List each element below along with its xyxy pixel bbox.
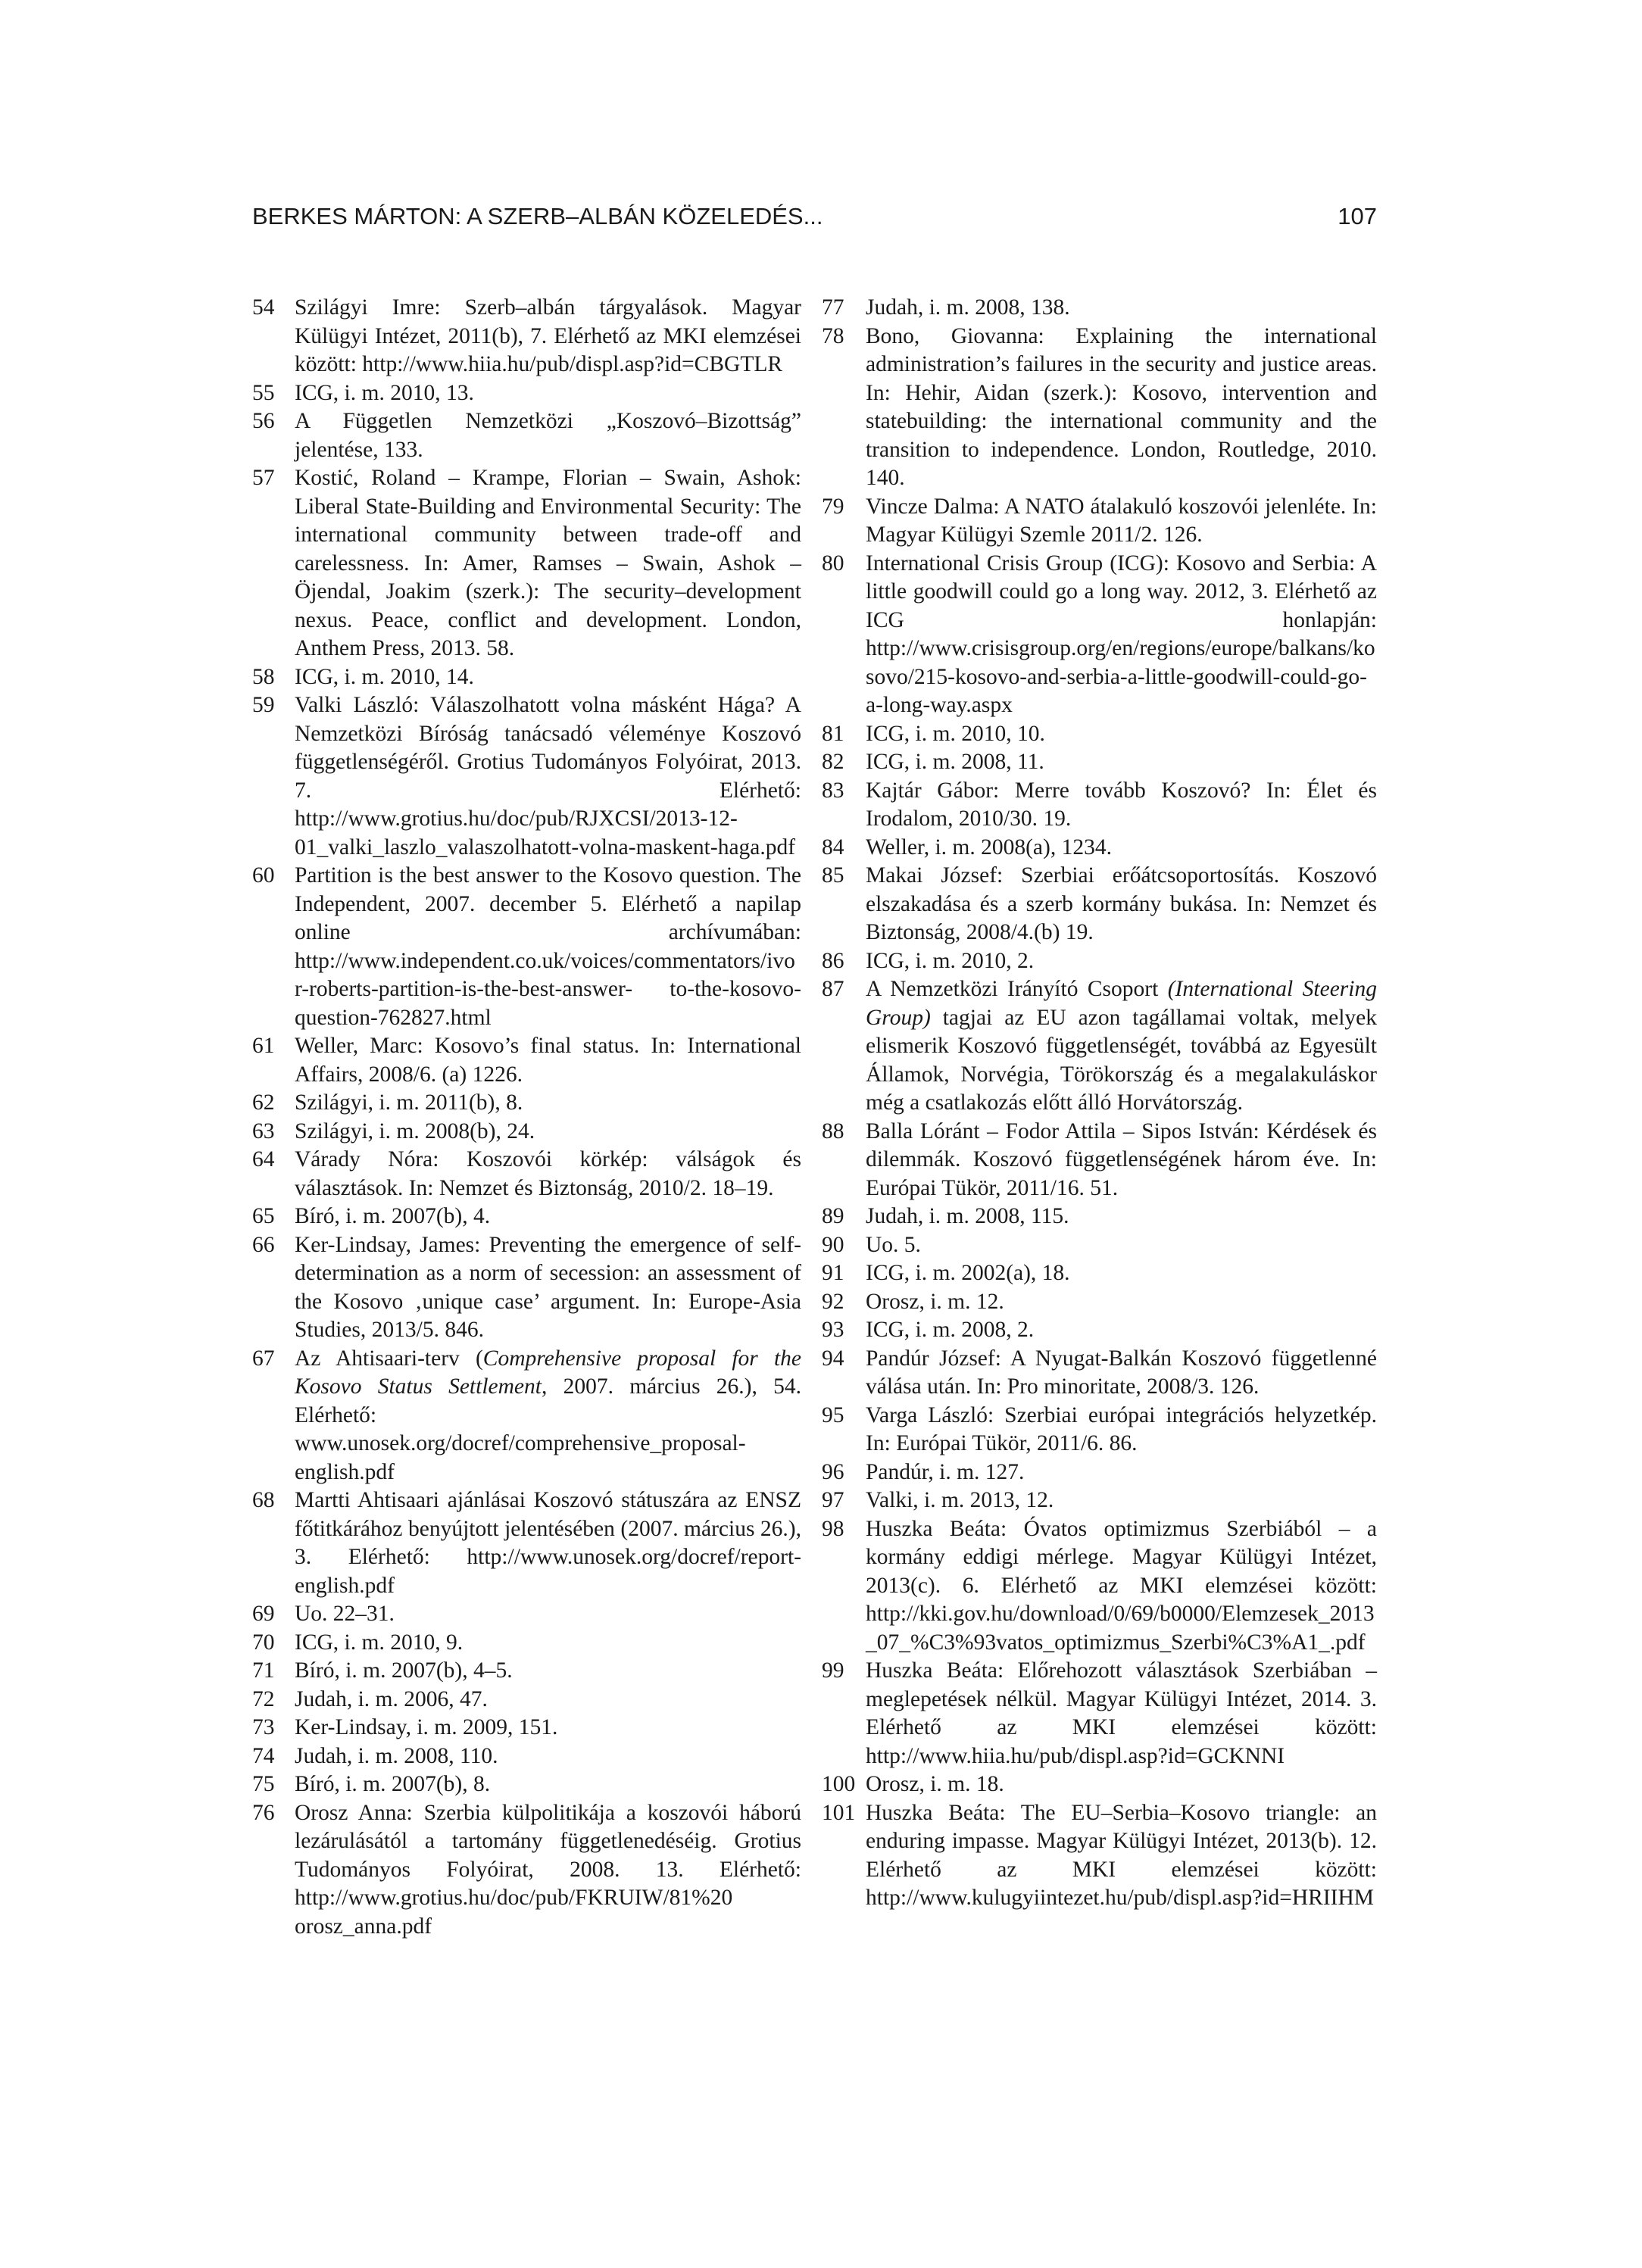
footnote-text: Huszka Beáta: The EU–Serbia–Kosovo triangle: an enduring impasse. Magyar Külügyi Intézet, 2013(b). 12. Elérhető az MKI elemzései között: http://www.kulugyiintezet.hu/pub/displ.asp?id=HRIIHM bbox=[866, 1800, 1377, 1910]
footnote-text: Kostić, Roland – Krampe, Florian – Swain, Ashok: Liberal State-Building and Environmental Security: The international community between trade-off and carelessness. In: Amer, Ramses – Swain, Ashok – Öjendal, Joakim (szerk.): The security–development nexus. Peace, conflict and development. London, Anthem Press, 2013. 58. bbox=[295, 466, 801, 660]
footnote-text: Orosz, i. m. 18. bbox=[866, 1772, 1004, 1796]
footnote-number: 87 bbox=[822, 977, 844, 1001]
footnote-number: 89 bbox=[822, 1204, 844, 1228]
footnote-text: Huszka Beáta: Előrehozott választások Szerbiában – meglepetések nélkül. Magyar Külügyi Intézet, 2014. 3. Elérhető az MKI elemzései között: http://www.hiia.hu/pub/displ.asp?id=GCKNNI bbox=[866, 1658, 1377, 1768]
footnote-text-part: Az Ahtisaari-terv ( bbox=[295, 1346, 483, 1371]
footnote-number: 60 bbox=[252, 863, 275, 888]
footnote bbox=[252, 1032, 801, 1089]
footnote bbox=[252, 1629, 801, 1658]
footnote-text: Valki László: Válaszolhatott volna másként Hága? A Nemzetközi Bíróság tanácsadó véleménye Koszovó függetlenségéről. Grotius Tudományos Folyóirat, 2013. 7. Elérhető: http://www.grotius.hu/doc/pub/RJXCSI/2013-12-01_valki_laszlo_valaszolhatott-volna-maskent-haga.pdf bbox=[295, 693, 801, 859]
footnote bbox=[822, 834, 1377, 863]
footnote-number: 62 bbox=[252, 1090, 275, 1115]
footnote bbox=[252, 1089, 801, 1118]
footnote bbox=[252, 1487, 801, 1600]
running-header bbox=[252, 203, 1377, 236]
running-title: BERKES MÁRTON: A SZERB–ALBÁN KÖZELEDÉS... bbox=[252, 203, 823, 229]
footnote-text: Ker-Lindsay, James: Preventing the emergence of self-determination as a norm of secession: an assessment of the Kosovo ‚unique case’ argument. In: Europe-Asia Studies, 2013/5. 846. bbox=[295, 1232, 801, 1342]
footnote bbox=[252, 379, 801, 408]
footnote bbox=[822, 1231, 1377, 1260]
footnote-text: ICG, i. m. 2010, 2. bbox=[866, 948, 1035, 973]
footnotes-left-column bbox=[252, 294, 801, 1941]
footnote bbox=[252, 1770, 801, 1799]
footnote-text: Martti Ahtisaari ajánlásai Koszovó státuszára az ENSZ főtitkárához benyújtott jelentésében (2007. március 26.), 3. Elérhető: http://www.unosek.org/docref/report-english.pdf bbox=[295, 1488, 801, 1598]
footnote-text: Bono, Giovanna: Explaining the international administration’s failures in the security and justice areas. In: Hehir, Aidan (szerk.): Kosovo, intervention and statebuilding: the international community and the transition to independence. London, Routledge, 2010. 140. bbox=[866, 323, 1377, 490]
footnote-text: Partition is the best answer to the Kosovo question. The Independent, 2007. december 5. Elérhető a napilap online archívumában: http://www.independent.co.uk/voices/commentators/ivor-roberts-partition-is-the-best-answer- to-the-kosovo- question-762827.html bbox=[295, 863, 801, 1030]
footnote-number: 93 bbox=[822, 1318, 844, 1342]
footnote-italic-title: Comprehensive proposal for the Kosovo Status Settlement bbox=[295, 1346, 801, 1399]
footnote bbox=[822, 1515, 1377, 1658]
footnote-text: ICG, i. m. 2002(a), 18. bbox=[866, 1261, 1070, 1285]
footnote-number: 54 bbox=[252, 295, 275, 320]
footnote-number: 78 bbox=[822, 323, 844, 348]
footnote-text: Szilágyi, i. m. 2011(b), 8. bbox=[295, 1090, 523, 1115]
footnote-number: 83 bbox=[822, 778, 844, 803]
footnote-text: Kajtár Gábor: Merre tovább Koszovó? In: Élet és Irodalom, 2010/30. 19. bbox=[866, 778, 1377, 831]
footnote-text: Ker-Lindsay, i. m. 2009, 151. bbox=[295, 1715, 558, 1739]
footnote-text: Weller, Marc: Kosovo’s final status. In: International Affairs, 2008/6. (a) 1226. bbox=[295, 1034, 801, 1087]
footnote-number: 64 bbox=[252, 1147, 275, 1171]
footnote bbox=[252, 663, 801, 692]
footnote-text: ICG, i. m. 2010, 10. bbox=[866, 721, 1045, 746]
footnote bbox=[252, 1118, 801, 1146]
footnote bbox=[252, 1231, 801, 1345]
footnote-number: 67 bbox=[252, 1346, 275, 1371]
footnote bbox=[822, 1203, 1377, 1231]
footnote-number: 65 bbox=[252, 1204, 275, 1228]
footnote-text-part: A Nemzetközi Irányító Csoport bbox=[866, 977, 1168, 1001]
footnote bbox=[822, 1402, 1377, 1458]
footnote-number: 55 bbox=[252, 380, 275, 405]
footnote bbox=[822, 862, 1377, 947]
footnote-text: Varga László: Szerbiai európai integrációs helyzetkép. In: Európai Tükör, 2011/6. 86. bbox=[866, 1402, 1377, 1455]
footnote-text: Szilágyi Imre: Szerb–albán tárgyalások. Magyar Külügyi Intézet, 2011(b), 7. Elérhető az MKI elemzései között: http://www.hiia.hu/pub/displ.asp?id=CBGTLR bbox=[295, 295, 801, 376]
footnote-text: ICG, i. m. 2010, 9. bbox=[295, 1630, 464, 1655]
footnote-text: Vincze Dalma: A NATO átalakuló koszovói jelenléte. In: Magyar Külügyi Szemle 2011/2. 126. bbox=[866, 494, 1377, 547]
footnote-text-part: , 2007. március 26.), 54. Elérhető: www.unosek.org/docref/comprehensive_proposal-english.pdf bbox=[295, 1374, 801, 1484]
footnote-text: Pandúr József: A Nyugat-Balkán Koszovó függetlenné válása után. In: Pro minoritate, 2008/3. 126. bbox=[866, 1346, 1377, 1399]
footnote-text: Uo. 5. bbox=[866, 1232, 921, 1257]
footnote-text: International Crisis Group (ICG): Kosovo and Serbia: A little goodwill could go a long way. 2012, 3. Elérhető az ICG honlapján: http://www.crisisgroup.org/en/regions/europe/balkans/kosovo/215-kosovo-and-serbia-a-little-goodwill-could-go-a-long-way.aspx bbox=[866, 551, 1377, 717]
footnote-number: 81 bbox=[822, 721, 844, 746]
footnote-text bbox=[866, 975, 1377, 1118]
footnote-number: 91 bbox=[822, 1261, 844, 1285]
footnote-number: 63 bbox=[252, 1118, 275, 1143]
footnote-number: 90 bbox=[822, 1232, 844, 1257]
footnote bbox=[252, 407, 801, 464]
footnote bbox=[252, 1600, 801, 1629]
footnote-number: 95 bbox=[822, 1402, 844, 1427]
footnote-text: Makai József: Szerbiai erőátcsoportosítás. Koszovó elszakadása és a szerb kormány bukása. In: Nemzet és Biztonság, 2008/4.(b) 19. bbox=[866, 863, 1377, 944]
footnote-text: Várady Nóra: Koszovói körkép: válságok és választások. In: Nemzet és Biztonság, 2010/2. 18–19. bbox=[295, 1147, 801, 1200]
footnote-text: ICG, i. m. 2010, 14. bbox=[295, 664, 474, 689]
footnote-number: 56 bbox=[252, 409, 275, 433]
footnote-number: 68 bbox=[252, 1488, 275, 1512]
footnote-italic-title: (International Steering Group) bbox=[866, 977, 1377, 1030]
footnote bbox=[822, 720, 1377, 749]
footnote-text: ICG, i. m. 2008, 11. bbox=[866, 750, 1044, 774]
footnote-number: 94 bbox=[822, 1346, 844, 1371]
footnote bbox=[822, 1316, 1377, 1345]
footnote bbox=[822, 323, 1377, 493]
footnote bbox=[822, 1118, 1377, 1203]
footnote-number: 96 bbox=[822, 1459, 844, 1484]
footnote-number: 72 bbox=[252, 1686, 275, 1711]
footnote bbox=[822, 1799, 1377, 1913]
footnote-text: ICG, i. m. 2010, 13. bbox=[295, 380, 474, 405]
footnote-text: Judah, i. m. 2008, 110. bbox=[295, 1743, 498, 1768]
footnote bbox=[822, 1345, 1377, 1402]
footnote-number: 69 bbox=[252, 1602, 275, 1626]
footnotes-right-column bbox=[822, 294, 1377, 1913]
footnote-text-part: tagjai az EU azon tagállamai voltak, melyek elismerik Koszovó függetlenségét, továbbá az Egyesült Államok, Norvégia, Törökország és a megalakuláskor még a csatlakozás előtt álló Horvátország. bbox=[866, 1005, 1377, 1115]
footnote bbox=[822, 550, 1377, 720]
footnote bbox=[252, 1657, 801, 1686]
footnote-number: 85 bbox=[822, 863, 844, 888]
footnote-number: 80 bbox=[822, 551, 844, 576]
footnote-text: Weller, i. m. 2008(a), 1234. bbox=[866, 835, 1112, 859]
footnote bbox=[822, 1487, 1377, 1515]
footnote-text: Valki, i. m. 2013, 12. bbox=[866, 1488, 1054, 1512]
footnote-text: ICG, i. m. 2008, 2. bbox=[866, 1318, 1035, 1342]
footnote-text: Orosz, i. m. 12. bbox=[866, 1289, 1004, 1314]
footnote bbox=[822, 493, 1377, 550]
footnote bbox=[822, 777, 1377, 834]
footnote-text: Huszka Beáta: Óvatos optimizmus Szerbiából – a kormány eddigi mérlege. Magyar Külügyi Intézet, 2013(c). 6. Elérhető az MKI elemzései között: http://kki.gov.hu/download/0/69/b0000/Elemzesek_2013_07_%C3%93vatos_optimizmus_Szerbi%C3%A1_.pdf bbox=[866, 1516, 1377, 1655]
footnote bbox=[252, 691, 801, 862]
footnote bbox=[252, 1714, 801, 1742]
footnote-text: Bíró, i. m. 2007(b), 4. bbox=[295, 1204, 491, 1228]
footnote-number: 57 bbox=[252, 466, 275, 490]
footnote bbox=[822, 1458, 1377, 1487]
footnote-text: Balla Lóránt – Fodor Attila – Sipos István: Kérdések és dilemmák. Koszovó függetlenségének három éve. In: Európai Tükör, 2011/16. 51. bbox=[866, 1118, 1377, 1200]
footnote bbox=[822, 1770, 1377, 1799]
footnote-text: Orosz Anna: Szerbia külpolitikája a koszovói háború lezárulásától a tartomány függetlenedéséig. Grotius Tudományos Folyóirat, 2008. 13. Elérhető: http://www.grotius.hu/doc/pub/FKRUIW/81%20 orosz_anna.pdf bbox=[295, 1800, 801, 1939]
footnote-number: 98 bbox=[822, 1516, 844, 1541]
footnote-text: Judah, i. m. 2008, 138. bbox=[866, 295, 1070, 320]
footnote bbox=[252, 1799, 801, 1942]
footnote-number: 88 bbox=[822, 1118, 844, 1143]
footnote bbox=[252, 1686, 801, 1714]
footnote-text: Szilágyi, i. m. 2008(b), 24. bbox=[295, 1118, 535, 1143]
footnote bbox=[252, 1742, 801, 1771]
footnote bbox=[822, 1657, 1377, 1770]
footnote-number: 79 bbox=[822, 494, 844, 519]
footnote-text: Judah, i. m. 2008, 115. bbox=[866, 1204, 1069, 1228]
footnote-number: 73 bbox=[252, 1715, 275, 1739]
footnote bbox=[822, 975, 1377, 1118]
footnote-number: 61 bbox=[252, 1034, 275, 1058]
footnote-number: 74 bbox=[252, 1743, 275, 1768]
footnote-text: Bíró, i. m. 2007(b), 4–5. bbox=[295, 1658, 513, 1683]
footnote-text: Uo. 22–31. bbox=[295, 1602, 395, 1626]
footnote bbox=[252, 464, 801, 663]
footnote-text: Judah, i. m. 2006, 47. bbox=[295, 1686, 488, 1711]
footnote-number: 71 bbox=[252, 1658, 275, 1683]
footnote-number: 77 bbox=[822, 295, 844, 320]
footnote-number: 59 bbox=[252, 693, 275, 717]
footnote-number: 97 bbox=[822, 1488, 844, 1512]
footnote-number: 86 bbox=[822, 948, 844, 973]
footnote-number: 100 bbox=[822, 1772, 856, 1796]
footnote bbox=[822, 947, 1377, 976]
footnote-number: 70 bbox=[252, 1630, 275, 1655]
footnote-number: 58 bbox=[252, 664, 275, 689]
footnote bbox=[252, 1345, 801, 1487]
footnote-text bbox=[295, 1345, 801, 1487]
footnote-text: Pandúr, i. m. 127. bbox=[866, 1459, 1025, 1484]
footnote bbox=[822, 294, 1377, 323]
footnote-number: 82 bbox=[822, 750, 844, 774]
footnote-number: 101 bbox=[822, 1800, 856, 1825]
footnote bbox=[822, 1288, 1377, 1317]
footnote-number: 92 bbox=[822, 1289, 844, 1314]
footnote-number: 75 bbox=[252, 1772, 275, 1796]
footnote bbox=[252, 1146, 801, 1203]
footnote-number: 76 bbox=[252, 1800, 275, 1825]
footnote bbox=[252, 294, 801, 379]
footnote-text: A Független Nemzetközi „Koszovó–Bizottság” jelentése, 133. bbox=[295, 409, 801, 462]
page-number: 107 bbox=[1338, 203, 1377, 229]
footnote bbox=[822, 1259, 1377, 1288]
footnote bbox=[822, 748, 1377, 777]
footnote-text: Bíró, i. m. 2007(b), 8. bbox=[295, 1772, 491, 1796]
footnote bbox=[252, 862, 801, 1032]
footnote-number: 66 bbox=[252, 1232, 275, 1257]
footnote-number: 84 bbox=[822, 835, 844, 859]
footnote-number: 99 bbox=[822, 1658, 844, 1683]
footnote bbox=[252, 1203, 801, 1231]
